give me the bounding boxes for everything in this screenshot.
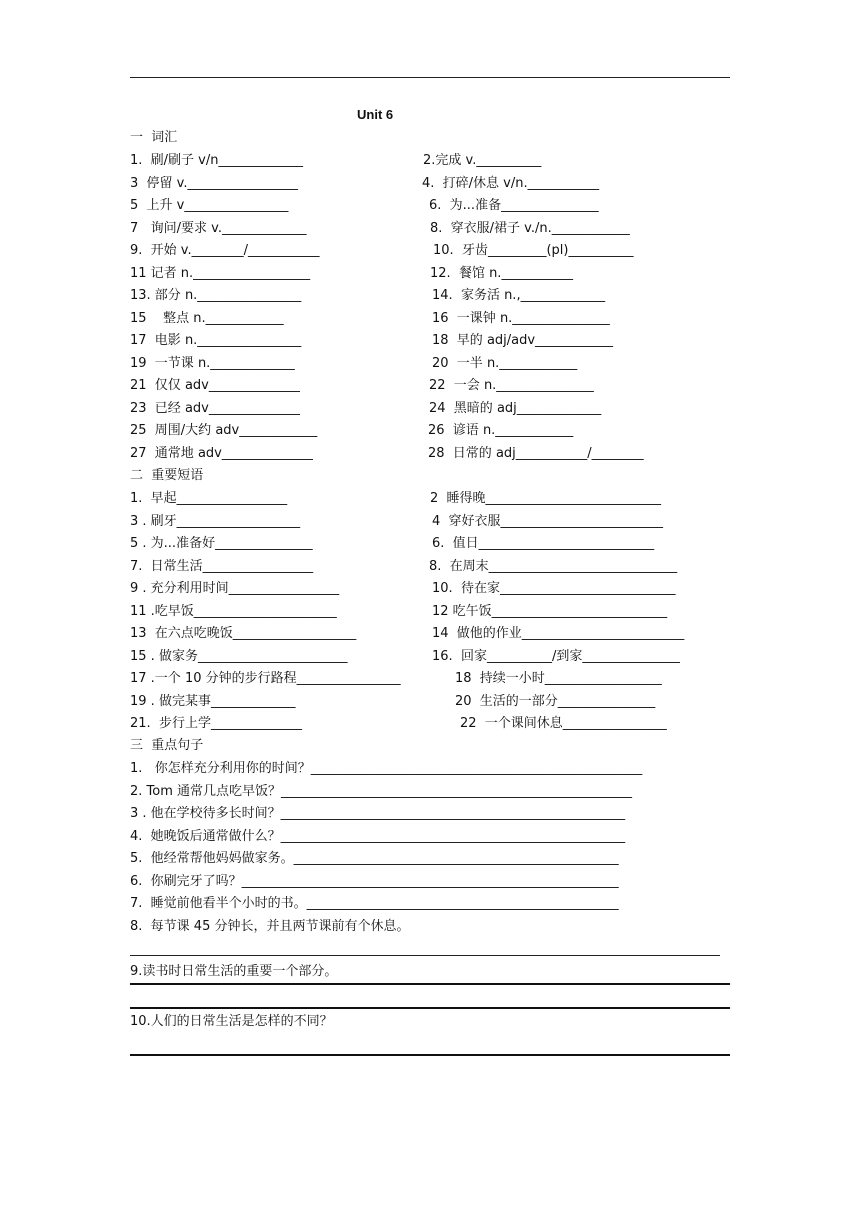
sentence-item: 8. 每节课 45 分钟长，并且两节课前有个休息。	[130, 918, 410, 934]
sentence-item: 1. 你怎样充分利用你的时间？___________________________________________________	[130, 761, 643, 776]
top-divider	[130, 77, 730, 78]
vocab-item: 24 黑暗的 adj_____________	[429, 400, 602, 416]
phrase-item: 2 睡得晚___________________________	[430, 491, 662, 506]
phrase-item: 21. 步行上学______________	[130, 716, 302, 731]
sentence-item: 6. 你刷完牙了吗？__________________________________________________________	[130, 873, 619, 889]
phrase-item: 5 . 为...准备好_______________	[130, 536, 313, 551]
phrase-item: 22 一个课间休息________________	[460, 716, 667, 731]
vocab-item: 26 谚语 n.____________	[428, 423, 574, 438]
phrase-item: 9 . 充分利用时间_________________	[130, 581, 340, 596]
vocab-item: 6. 为...准备_______________	[429, 198, 599, 213]
vocab-item: 9. 开始 v.________/___________	[130, 243, 320, 258]
vocab-item: 14. 家务活 n.,_____________	[432, 288, 606, 303]
phrase-item: 3 . 刷牙___________________	[130, 513, 301, 529]
answer-line	[130, 983, 730, 985]
phrase-item: 14 做他的作业_________________________	[432, 626, 685, 641]
phrase-item: 19 . 做完某事_____________	[130, 693, 296, 709]
vocab-item: 27 通常地 adv______________	[130, 445, 313, 461]
vocab-item: 7 询问/要求 v._____________	[130, 220, 307, 236]
answer-line	[130, 1007, 730, 1009]
vocab-section-header: 一 词汇	[130, 130, 178, 145]
vocab-item: 16 一课钟 n._______________	[432, 310, 610, 326]
phrase-section-header: 二 重要短语	[130, 468, 204, 483]
phrase-item: 7. 日常生活_________________	[130, 558, 314, 574]
phrase-item: 1. 早起_________________	[130, 491, 288, 506]
sentence-10: 10.人们的日常生活是怎样的不同？	[130, 1014, 333, 1029]
vocab-item: 17 电影 n.________________	[130, 333, 302, 348]
sentence-9: 9.读书时日常生活的重要一个部分。	[130, 964, 338, 979]
sentence-item: 4. 她晚饭后通常做什么？_____________________________________________________	[130, 828, 626, 844]
vocab-item: 20 一半 n.____________	[432, 355, 578, 371]
phrase-item: 15 . 做家务_______________________	[130, 648, 348, 664]
vocab-item: 19 一节课 n._____________	[130, 355, 295, 371]
phrase-item: 20 生活的一部分_______________	[455, 693, 656, 709]
vocab-item: 21 仅仅 adv______________	[130, 378, 300, 393]
answer-line	[130, 1054, 730, 1056]
vocab-item: 28 日常的 adj___________/________	[428, 445, 644, 461]
answer-line	[130, 955, 720, 956]
vocab-item: 4. 打碎/休息 v/n.___________	[422, 175, 600, 191]
phrase-item: 4 穿好衣服_________________________	[432, 513, 664, 529]
vocab-item: 18 早的 adj/adv____________	[432, 333, 614, 348]
sentence-section-header: 三 重点句子	[130, 738, 204, 753]
vocab-item: 22 一会 n._______________	[429, 378, 594, 393]
vocab-item: 11 记者 n.__________________	[130, 265, 311, 281]
vocab-item: 10. 牙齿_________(pl)__________	[433, 243, 634, 258]
vocab-item: 12. 餐馆 n.___________	[430, 265, 573, 281]
vocab-item: 23 已经 adv______________	[130, 400, 300, 416]
phrase-item: 12 吃午饭___________________________	[432, 603, 668, 619]
phrase-item: 8. 在周末_____________________________	[429, 558, 678, 574]
vocab-item: 8. 穿衣服/裙子 v./n.____________	[430, 220, 630, 236]
phrase-item: 13 在六点吃晚饭___________________	[130, 626, 357, 641]
phrase-item: 6. 值日___________________________	[432, 536, 655, 551]
sentence-item: 3 . 他在学校待多长时间？_____________________________________________________	[130, 806, 626, 821]
vocab-item: 13. 部分 n.________________	[130, 288, 302, 303]
vocab-item: 15 整点 n.____________	[130, 310, 284, 326]
sentence-item: 2. Tom 通常几点吃早饭？______________________________________________________	[130, 783, 633, 799]
phrase-item: 17 .一个 10 分钟的步行路程________________	[130, 671, 401, 686]
phrase-item: 10. 待在家___________________________	[432, 581, 676, 596]
vocab-item: 1. 刷/刷子 v/n_____________	[130, 153, 303, 168]
vocab-item: 25 周围/大约 adv____________	[130, 423, 318, 438]
phrase-item: 16. 回家__________/到家_______________	[432, 648, 680, 664]
vocab-item: 5 上升 v________________	[130, 198, 289, 213]
vocab-item: 3 停留 v._________________	[130, 175, 298, 191]
phrase-item: 18 持续一小时__________________	[455, 671, 662, 686]
vocab-item: 2.完成 v.__________	[423, 153, 542, 168]
sentence-item: 5. 他经常帮他妈妈做家务。__________________________________________________	[130, 851, 619, 866]
sentence-item: 7. 睡觉前他看半个小时的书。________________________________________________	[130, 896, 619, 911]
phrase-item: 11 .吃早饭______________________	[130, 603, 337, 619]
page-title: Unit 6	[357, 107, 394, 122]
